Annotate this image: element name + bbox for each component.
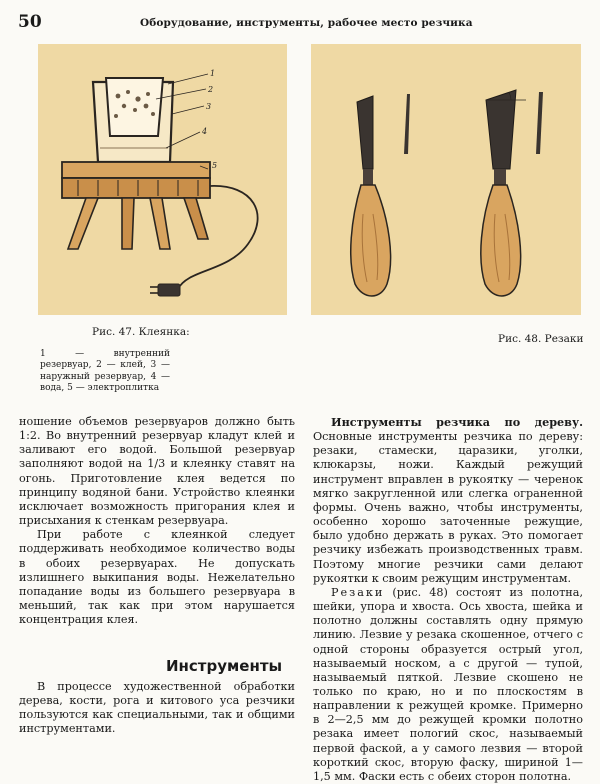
running-head: Оборудование, инструменты, рабочее место резчика — [140, 17, 473, 29]
runin-term: Резаки — [331, 585, 385, 599]
callout-3: 3 — [206, 102, 212, 111]
page-number: 50 — [18, 12, 42, 32]
paragraph: ношение объемов резервуаров должно быть 1:2. Во внутренний резервуар кладут клей и заливают его водой. Большой резервуар заполняют водой на 1/3 и клеянку ставят на огонь. Приготовление клея ведется по принципу водяной бани. Устройство клеянки исключает возможность пригорания клея и присыхания к стенкам резервуара. — [19, 415, 295, 528]
callout-2: 2 — [208, 85, 214, 94]
section-heading: Инструменты — [166, 657, 283, 675]
runin-heading: Инструменты резчика по дереву. — [331, 415, 583, 429]
figure-47-caption: Рис. 47. Клеянка: — [92, 326, 190, 338]
figure-47-glue-pot — [38, 44, 287, 315]
left-column-closing — [19, 680, 295, 737]
paragraph: При работе с клеянкой следует поддерживать необходимое количество воды в обоих резервуарах. Не допускать излишнего выкипания воды. Нежелательно попадание воды из большего резервуара в меньший, так как при этом нарушается концентрация клея. — [19, 528, 295, 627]
paragraph-text: Основные инструменты резчика по дереву: резаки, стамески, царазики, уголки, клюкарзы, ножи. Каждый режущий инструмент вправлен в рукоятку — черенок мягко закругленной или слегка ограненной формы. Очень важно, чтобы инструменты, особенно хорошо заточенные режущие, было удобно держать в руках. Это помогает резчику избежать производственных травм. Поэтому многие резчики сами делают рукоятки к своим режущим инструментам. — [313, 430, 583, 585]
paragraph-text: (рис. 48) состоят из полотна, шейки, упора и хвоста. Ось хвоста, шейка и полотно должны составлять одну прямую линию. Лезвие у резака скошенное, отчего с одной стороны образуется острый угол, называемый носком, а с другой — тупой, называемый пяткой. Лезвие скошено не только по краю, но и по плоскостям в направлении к режущей кромке. Примерно в 2—2,5 мм до режущей кромки полотно резака имеет пологий скос, называемый первой фаской, а у самого лезвия — второй короткий скос, вторую фаску, шириной 1—1,5 мм. Фаски есть с обеих сторон полотна. — [313, 585, 583, 783]
callout-5: 5 — [212, 161, 218, 170]
right-column — [313, 415, 583, 784]
figure-48-caption: Рис. 48. Резаки — [498, 333, 584, 345]
paragraph — [313, 415, 583, 586]
figure-47-legend: 1 — внутренний резервуар, 2 — клей, 3 — наружный резервуар, 4 — вода, 5 — электроплитка — [40, 349, 170, 394]
figure-48-knives — [311, 44, 581, 315]
left-column — [19, 415, 295, 627]
callout-4: 4 — [202, 127, 208, 136]
glue-pot-illustration — [38, 44, 287, 315]
paragraph — [313, 586, 583, 784]
knives-illustration — [311, 44, 581, 315]
paragraph: В процессе художественной обработки дерева, кости, рога и китового уса резчики пользуются как специальными, так и общими инструментами. — [19, 680, 295, 736]
callout-1: 1 — [210, 69, 216, 78]
